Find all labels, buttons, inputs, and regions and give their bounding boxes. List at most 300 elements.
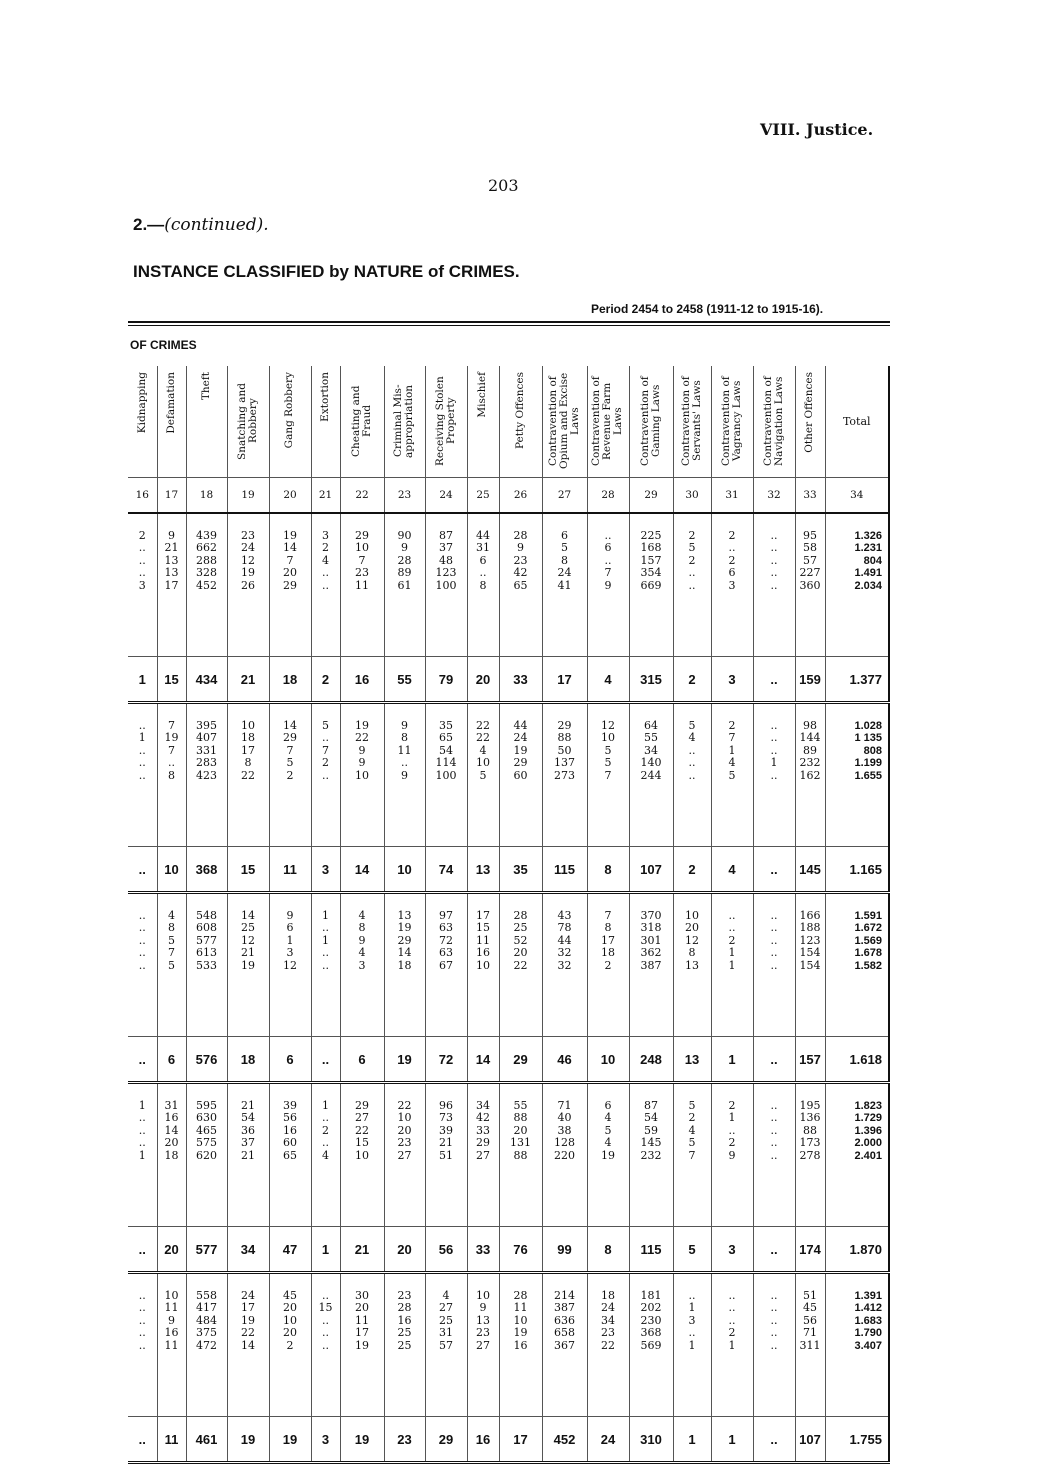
- year-values-cell: [157, 893, 186, 1037]
- table-cell-value: ..: [604, 529, 612, 542]
- table-cell-value: 387: [640, 958, 662, 972]
- average-row: [128, 1037, 889, 1083]
- average-cell: ..: [128, 847, 157, 893]
- table-cell-value: 131: [510, 1136, 531, 1150]
- table-cell-value: ..: [138, 566, 146, 580]
- table-cell-value: 4: [479, 743, 487, 757]
- average-cell: 6: [269, 1037, 311, 1083]
- table-cell-value: 301: [640, 933, 662, 947]
- average-cell: 99: [542, 1227, 587, 1273]
- table-cell-value: 2: [728, 1326, 736, 1340]
- table-cell-value: 29: [513, 756, 528, 770]
- column-header-contravention-of-servants-laws: [673, 366, 711, 478]
- table-cell-value: 24: [601, 1301, 615, 1315]
- table-cell-value: 1: [138, 731, 146, 745]
- year-values-cell: [128, 513, 157, 657]
- table-cell-value: 202: [640, 1301, 662, 1315]
- year-values-cell: [227, 893, 269, 1037]
- table-cell-value: 20: [164, 1136, 179, 1150]
- table-cell-value: 73: [439, 1111, 453, 1125]
- table-cell-value: 1.655: [854, 769, 882, 782]
- table-cell-value: 10: [355, 541, 369, 555]
- column-number: 28: [587, 478, 629, 514]
- table-cell-value: 1.569: [854, 934, 882, 947]
- table-cell-value: 40: [557, 1111, 572, 1125]
- table-cell-value: 13: [476, 1313, 490, 1327]
- average-cell: 4: [587, 657, 629, 703]
- table-cell-value: 362: [640, 946, 662, 960]
- average-cell: 1.618: [825, 1037, 889, 1083]
- table-cell-value: 29: [557, 719, 572, 732]
- table-cell-value: 17: [241, 743, 255, 757]
- table-cell-value: 11: [513, 1301, 528, 1315]
- table-cell-value: 19: [513, 743, 528, 757]
- table-cell-value: 18: [601, 946, 615, 960]
- table-cell-value: 2: [604, 958, 612, 972]
- table-cell-value: 27: [397, 1148, 412, 1162]
- table-cell-value: 1.231: [854, 542, 882, 555]
- year-values-cell: [425, 703, 467, 847]
- column-number: 17: [157, 478, 186, 514]
- average-row: [128, 657, 889, 703]
- table-cell-value: 57: [803, 553, 817, 567]
- column-header-label: Extortion: [318, 372, 331, 422]
- table-cell-value: 21: [241, 1099, 255, 1112]
- average-cell: 6: [340, 1037, 384, 1083]
- table-cell-value: 88: [803, 1123, 817, 1137]
- year-values-cell: [542, 513, 587, 657]
- average-cell: 55: [384, 657, 425, 703]
- year-values-cell: [311, 893, 340, 1037]
- average-cell: 1: [311, 1227, 340, 1273]
- year-values-cell: [227, 703, 269, 847]
- table-cell-value: 24: [513, 731, 528, 745]
- table-cell-value: ..: [770, 1289, 778, 1302]
- table-cell-value: 63: [439, 921, 453, 935]
- table-cell-value: 32: [557, 946, 572, 960]
- table-cell-value: 10: [476, 756, 490, 770]
- table-cell-value: ..: [770, 529, 778, 542]
- table-cell-value: 14: [283, 541, 297, 555]
- column-header-label: Contravention of Vagrancy Laws: [719, 376, 743, 466]
- table-cell-value: 9: [286, 909, 294, 922]
- table-cell-value: 1.591: [854, 910, 882, 922]
- average-cell: 34: [227, 1227, 269, 1273]
- average-row: [128, 847, 889, 893]
- top-rule: [128, 321, 890, 323]
- column-header-label: Other Offences: [803, 372, 816, 453]
- year-values-cell: [186, 1273, 227, 1417]
- average-cell: 29: [499, 1037, 542, 1083]
- year-values-cell: [340, 1273, 384, 1417]
- year-values-cell: [384, 1273, 425, 1417]
- table-cell-value: 9: [401, 768, 408, 782]
- table-cell-value: 569: [640, 1338, 662, 1352]
- table-cell-value: 1: [138, 1148, 146, 1162]
- year-values-cell: [825, 1083, 889, 1227]
- table-cell-value: 100: [435, 768, 457, 782]
- table-cell-value: 64: [644, 719, 658, 732]
- table-cell-value: 232: [640, 1148, 662, 1162]
- column-number: 26: [499, 478, 542, 514]
- average-cell: 16: [467, 1417, 499, 1463]
- average-cell: 107: [629, 847, 673, 893]
- table-cell-value: 3: [688, 1313, 696, 1327]
- table-cell-value: 5: [604, 743, 612, 757]
- table-cell-value: 375: [196, 1326, 217, 1340]
- table-cell-value: 29: [283, 578, 297, 592]
- table-cell-value: 6: [604, 1099, 612, 1112]
- table-cell-value: 48: [439, 553, 453, 567]
- table-cell-value: ..: [770, 921, 778, 935]
- year-values-cell: [384, 513, 425, 657]
- table-cell-value: 27: [476, 1148, 490, 1162]
- table-cell-value: 157: [640, 553, 662, 567]
- year-values-cell: [587, 1083, 629, 1227]
- average-cell: 107: [795, 1417, 825, 1463]
- average-row: [128, 1417, 889, 1463]
- table-cell-value: 21: [164, 541, 179, 555]
- table-cell-value: 7: [286, 553, 294, 567]
- table-cell-value: 27: [476, 1338, 490, 1352]
- table-cell-value: 20: [513, 946, 528, 960]
- table-cell-value: 5: [688, 719, 696, 732]
- average-cell: 1.755: [825, 1417, 889, 1463]
- table-cell-value: 27: [439, 1301, 453, 1315]
- column-header-label: Contravention of Revenue Farm Laws: [590, 376, 625, 466]
- table-cell-value: 17: [476, 909, 490, 922]
- column-header-label: Gang Robbery: [283, 372, 296, 449]
- table-cell-value: 4: [168, 909, 175, 922]
- average-cell: 1.165: [825, 847, 889, 893]
- table-cell-value: 15: [355, 1136, 369, 1150]
- table-cell-value: 452: [196, 578, 217, 592]
- table-cell-value: 22: [397, 1099, 412, 1112]
- year-values-cell: [587, 1273, 629, 1417]
- year-values-cell: [499, 1273, 542, 1417]
- table-cell-value: ..: [322, 1313, 329, 1327]
- table-cell-value: 669: [640, 578, 662, 592]
- table-cell-value: 1: [728, 1111, 736, 1125]
- column-number: 21: [311, 478, 340, 514]
- year-values-cell: [467, 513, 499, 657]
- table-cell-value: 10: [164, 1289, 179, 1302]
- table-cell-value: 7: [688, 1148, 696, 1162]
- table-cell-value: 608: [196, 921, 217, 935]
- year-values-cell: [753, 703, 795, 847]
- table-cell-value: 23: [355, 566, 369, 580]
- year-values-cell: [425, 893, 467, 1037]
- year-values-cell: [186, 893, 227, 1037]
- table-cell-value: 230: [640, 1313, 662, 1327]
- column-header-row: [128, 366, 889, 478]
- table-cell-value: 23: [476, 1326, 490, 1340]
- table-cell-value: ..: [770, 566, 778, 580]
- table-cell-value: 25: [513, 921, 528, 935]
- table-cell-value: ..: [770, 1313, 778, 1327]
- table-cell-value: 4: [358, 946, 366, 960]
- table-cell-value: 20: [685, 921, 699, 935]
- table-cell-value: ..: [322, 1136, 329, 1150]
- table-cell-value: 9: [168, 1313, 175, 1327]
- average-cell: 368: [186, 847, 227, 893]
- table-cell-value: 9: [517, 541, 524, 555]
- column-header-label: Criminal Mis-appropriation: [392, 384, 416, 458]
- column-number: 32: [753, 478, 795, 514]
- table-cell-value: 19: [601, 1148, 615, 1162]
- table-cell-value: 288: [196, 553, 217, 567]
- year-values-cell: [157, 513, 186, 657]
- year-values-cell: [711, 513, 753, 657]
- table-cell-value: 6: [479, 553, 487, 567]
- table-cell-value: ..: [728, 1301, 736, 1315]
- table-cell-value: ..: [770, 719, 778, 732]
- average-cell: 1: [711, 1417, 753, 1463]
- table-cell-value: 1.672: [854, 922, 882, 935]
- table-cell-value: 1.582: [854, 959, 882, 972]
- table-cell-value: ..: [322, 731, 329, 745]
- table-cell-value: ..: [138, 743, 146, 757]
- table-cell-value: 8: [604, 921, 612, 935]
- page-number: 203: [488, 176, 519, 195]
- table-cell-value: 804: [863, 554, 882, 567]
- table-cell-value: ..: [479, 566, 487, 580]
- table-cell-value: 7: [168, 946, 175, 960]
- table-cell-value: 311: [799, 1338, 821, 1352]
- average-cell: 10: [157, 847, 186, 893]
- year-values-cell: [629, 703, 673, 847]
- average-cell: 33: [467, 1227, 499, 1273]
- table-cell-value: 11: [164, 1301, 179, 1315]
- table-cell-value: 31: [164, 1099, 179, 1112]
- table-cell-value: 29: [476, 1136, 490, 1150]
- table-cell-value: 10: [476, 1289, 490, 1302]
- column-number: 34: [825, 478, 889, 514]
- table-cell-value: 5: [286, 756, 294, 770]
- table-cell-value: 12: [601, 719, 615, 732]
- table-cell-value: 7: [604, 768, 612, 782]
- table-cell-value: 1: [688, 1338, 696, 1352]
- table-cell-value: 28: [513, 909, 528, 922]
- table-cell-value: 71: [557, 1099, 572, 1112]
- table-cell-value: 54: [241, 1111, 255, 1125]
- average-cell: 434: [186, 657, 227, 703]
- table-cell-value: ..: [770, 1123, 778, 1137]
- table-cell-value: 44: [513, 719, 528, 732]
- table-cell-value: 9: [358, 756, 366, 770]
- table-cell-value: ..: [770, 743, 778, 757]
- table-cell-value: 22: [355, 1123, 369, 1137]
- table-cell-value: 65: [513, 578, 528, 592]
- table-cell-value: 166: [799, 909, 821, 922]
- table-cell-value: 34: [601, 1313, 615, 1327]
- year-values-cell: [795, 1273, 825, 1417]
- column-header-label: Contravention of Gaming Laws: [638, 376, 662, 466]
- table-cell-value: 67: [439, 958, 453, 972]
- table-cell-value: 19: [397, 921, 412, 935]
- top-rule-thin: [128, 325, 890, 326]
- table-cell-value: ..: [728, 921, 736, 935]
- table-cell-value: 17: [241, 1301, 255, 1315]
- table-cell-value: 37: [439, 541, 453, 555]
- table-cell-value: 35: [439, 719, 453, 732]
- average-cell: 3: [311, 847, 340, 893]
- table-cell-value: 136: [799, 1111, 821, 1125]
- table-cell-value: 2: [728, 553, 736, 567]
- year-values-cell: [425, 513, 467, 657]
- table-cell-value: 72: [439, 933, 453, 947]
- table-cell-value: 331: [196, 743, 217, 757]
- year-values-cell: [128, 893, 157, 1037]
- table-cell-value: 2: [688, 553, 696, 567]
- table-cell-value: 5: [604, 1123, 612, 1137]
- table-cell-value: 30: [355, 1289, 369, 1302]
- table-cell-value: 2: [286, 768, 294, 782]
- table-cell-value: 7: [322, 743, 329, 757]
- year-values-cell: [425, 1083, 467, 1227]
- average-cell: 4: [711, 847, 753, 893]
- year-values-cell: [186, 703, 227, 847]
- average-cell: 11: [157, 1417, 186, 1463]
- year-group-row: [128, 1083, 889, 1227]
- table-cell-value: 14: [241, 1338, 255, 1352]
- year-values-cell: [587, 703, 629, 847]
- average-cell: 35: [499, 847, 542, 893]
- table-cell-value: 630: [196, 1111, 217, 1125]
- year-values-cell: [227, 1083, 269, 1227]
- average-cell: 576: [186, 1037, 227, 1083]
- year-values-cell: [825, 893, 889, 1037]
- table-cell-value: 114: [435, 756, 457, 770]
- table-cell-value: 50: [557, 743, 572, 757]
- table-cell-value: 97: [439, 909, 453, 922]
- table-cell-value: ..: [728, 1289, 736, 1302]
- year-values-cell: [157, 703, 186, 847]
- table-cell-value: 145: [640, 1136, 662, 1150]
- table-cell-value: ..: [138, 756, 146, 770]
- year-values-cell: [269, 513, 311, 657]
- year-values-cell: [186, 513, 227, 657]
- year-values-cell: [467, 703, 499, 847]
- average-cell: 29: [425, 1417, 467, 1463]
- table-cell-value: 9: [358, 933, 366, 947]
- table-cell-value: ..: [770, 958, 778, 972]
- table-cell-value: 45: [283, 1289, 297, 1302]
- table-cell-value: ..: [322, 921, 329, 935]
- table-cell-value: 44: [557, 933, 572, 947]
- year-values-cell: [795, 703, 825, 847]
- average-cell: ..: [753, 657, 795, 703]
- table-cell-value: ..: [688, 768, 696, 782]
- table-cell-value: 278: [799, 1148, 821, 1162]
- year-values-cell: [825, 703, 889, 847]
- table-cell-value: 23: [397, 1289, 412, 1302]
- table-cell-value: 6: [286, 921, 294, 935]
- table-cell-value: 19: [355, 1338, 369, 1352]
- table-cell-value: 395: [196, 719, 217, 732]
- column-header-contravention-of-gaming-laws: [629, 366, 673, 478]
- table-cell-value: 22: [241, 1326, 255, 1340]
- table-cell-value: 10: [397, 1111, 412, 1125]
- year-values-cell: [795, 893, 825, 1037]
- table-cell-value: 19: [164, 731, 179, 745]
- column-number: 31: [711, 478, 753, 514]
- table-cell-value: 1: [728, 1338, 736, 1352]
- table-cell-value: 14: [241, 909, 255, 922]
- average-cell: 19: [340, 1417, 384, 1463]
- year-values-cell: [340, 1083, 384, 1227]
- year-values-cell: [499, 1083, 542, 1227]
- table-cell-value: 2: [286, 1338, 294, 1352]
- table-cell-value: 16: [476, 946, 490, 960]
- table-cell-value: 2: [728, 719, 736, 732]
- table-cell-value: 1: [322, 1099, 329, 1112]
- table-cell-value: 2.000: [854, 1137, 882, 1150]
- table-cell-value: ..: [604, 553, 612, 567]
- table-cell-value: 273: [554, 768, 575, 782]
- table-cell-value: ..: [770, 731, 778, 745]
- average-cell: 16: [340, 657, 384, 703]
- year-values-cell: [269, 1273, 311, 1417]
- year-values-cell: [311, 513, 340, 657]
- year-values-cell: [795, 1083, 825, 1227]
- column-number: 23: [384, 478, 425, 514]
- table-cell-value: 34: [476, 1099, 490, 1112]
- table-cell-value: ..: [401, 756, 408, 770]
- average-cell: ..: [753, 847, 795, 893]
- table-cell-value: 12: [241, 553, 255, 567]
- year-values-cell: [629, 1083, 673, 1227]
- table-cell-value: ..: [770, 1111, 778, 1125]
- table-cell-value: 5: [322, 719, 329, 732]
- table-cell-value: 56: [283, 1111, 297, 1125]
- table-cell-value: 78: [557, 921, 572, 935]
- table-cell-value: 575: [196, 1136, 217, 1150]
- column-header-contravention-of-navigation-laws: [753, 366, 795, 478]
- table-cell-value: ..: [688, 1326, 696, 1340]
- table-cell-value: 4: [604, 1136, 612, 1150]
- table-cell-value: 10: [513, 1313, 528, 1327]
- year-values-cell: [753, 1273, 795, 1417]
- table-cell-value: 3: [358, 958, 366, 972]
- year-values-cell: [269, 1083, 311, 1227]
- table-cell-value: ..: [688, 1289, 696, 1302]
- average-cell: 56: [425, 1227, 467, 1273]
- table-cell-value: 7: [358, 553, 366, 567]
- table-cell-value: 29: [355, 1099, 369, 1112]
- table-cell-value: 472: [196, 1338, 217, 1352]
- table-cell-value: 56: [803, 1313, 817, 1327]
- table-cell-value: ..: [728, 1313, 736, 1327]
- table-cell-value: ..: [138, 541, 146, 555]
- table-cell-value: 98: [803, 719, 817, 732]
- table-cell-value: ..: [728, 1123, 736, 1137]
- table-cell-value: 188: [799, 921, 821, 935]
- table-cell-value: 154: [799, 946, 821, 960]
- table-cell-value: ..: [770, 578, 778, 592]
- table-cell-value: ..: [138, 921, 146, 935]
- average-cell: 19: [227, 1417, 269, 1463]
- table-cell-value: ..: [138, 909, 146, 922]
- year-group-row: [128, 513, 889, 657]
- table-cell-value: 22: [241, 768, 255, 782]
- table-cell-value: ..: [770, 946, 778, 960]
- table-cell-value: 1: [728, 743, 736, 757]
- table-cell-value: 13: [164, 566, 179, 580]
- table-cell-value: 19: [241, 958, 255, 972]
- table-cell-value: 14: [164, 1123, 179, 1137]
- table-cell-value: 20: [355, 1301, 369, 1315]
